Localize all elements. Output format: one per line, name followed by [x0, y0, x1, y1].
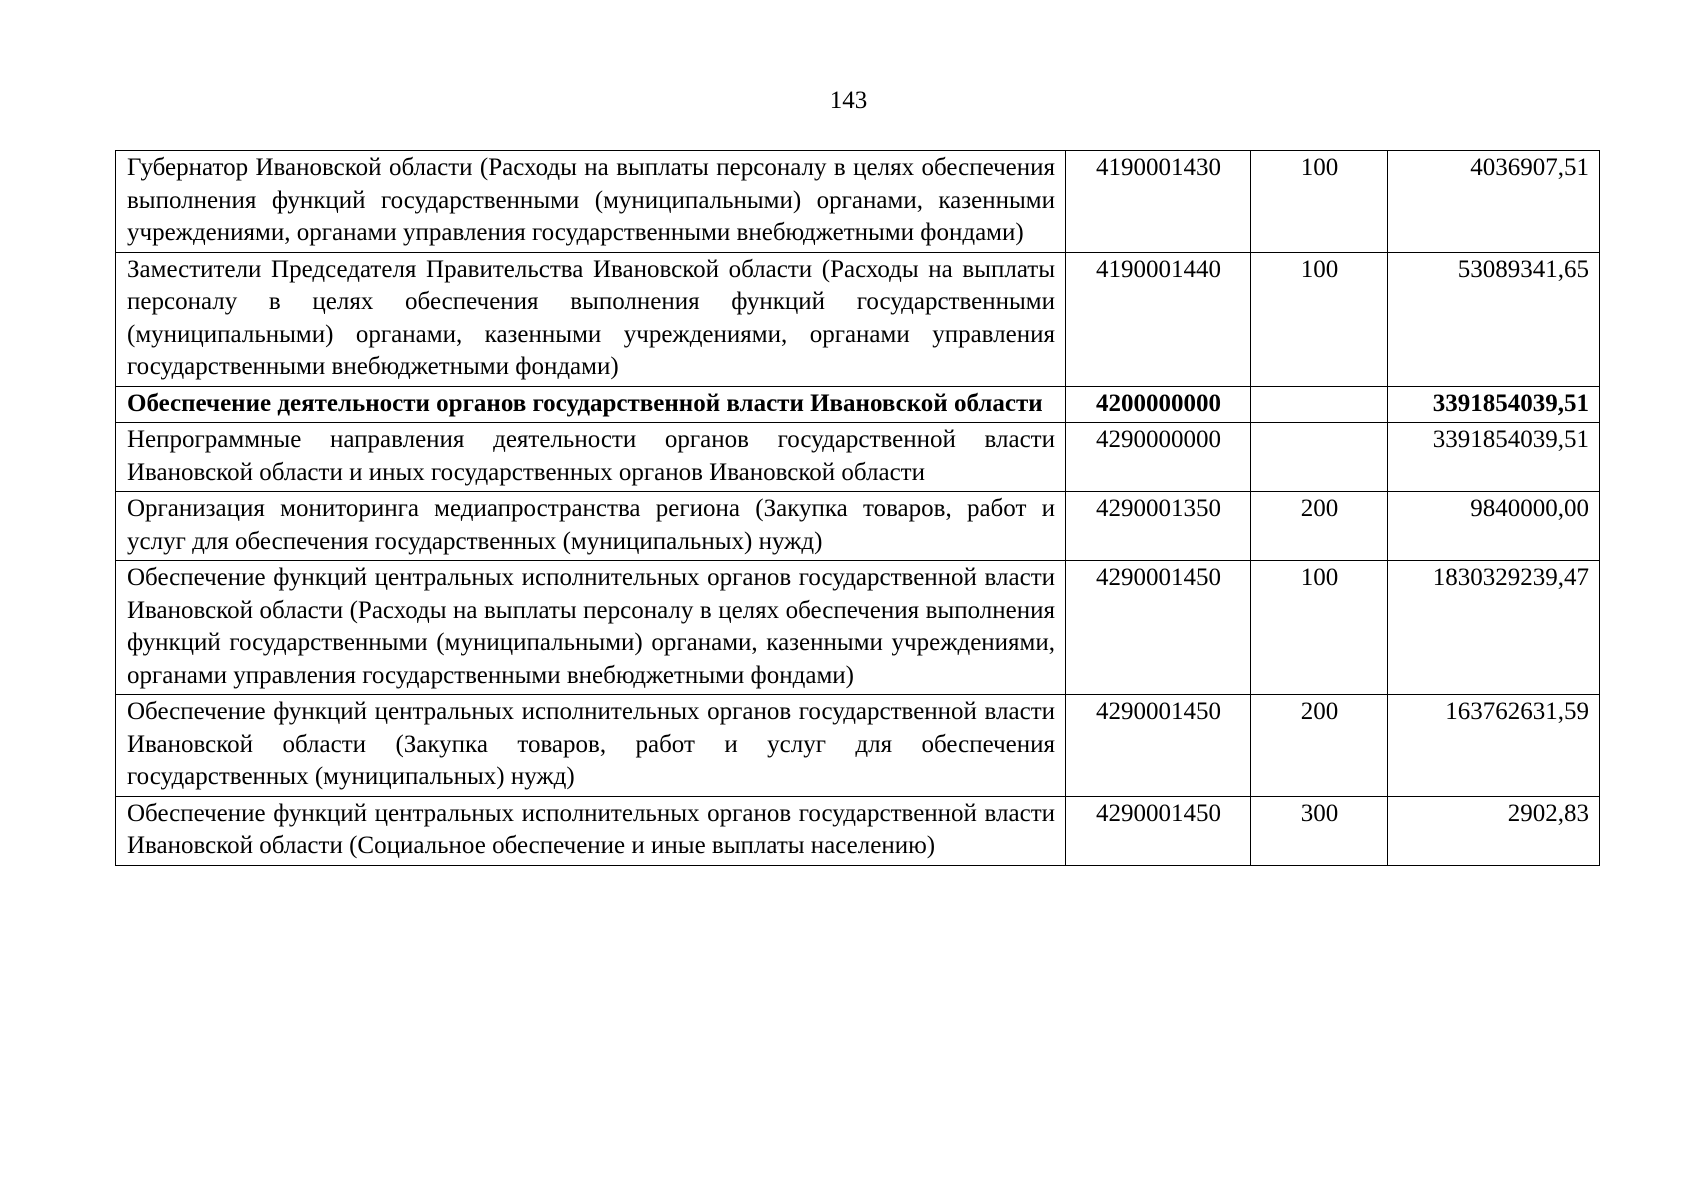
table-row	[116, 695, 1600, 797]
table-row	[116, 423, 1600, 492]
table-row	[116, 492, 1600, 561]
expense-name-cell: Обеспечение функций центральных исполнительных органов государственной власти Ивановской области (Закупка товаров, работ и услуг для обеспечения государственных (муниципальных) нужд)	[116, 695, 1066, 797]
page-number: 143	[829, 87, 868, 114]
target-code-cell: 4290001350	[1066, 492, 1251, 561]
expense-name-cell: Обеспечение функций центральных исполнительных органов государственной власти Ивановской области (Расходы на выплаты персоналу в целях обеспечения выполнения функций государственными (муниципальными) органами, казенными учреждениями, органами управления государственными внебюджетными фондами)	[116, 561, 1066, 695]
target-code-cell: 4290001450	[1066, 695, 1251, 797]
amount-cell: 3391854039,51	[1388, 386, 1600, 423]
expense-type-cell: 200	[1251, 695, 1388, 797]
expense-type-cell: 100	[1251, 252, 1388, 386]
amount-cell: 53089341,65	[1388, 252, 1600, 386]
target-code-cell: 4190001440	[1066, 252, 1251, 386]
expense-name-cell: Непрограммные направления деятельности органов государственной власти Ивановской области и иных государственных органов Ивановской области	[116, 423, 1066, 492]
target-code-cell: 4200000000	[1066, 386, 1251, 423]
table-row	[116, 796, 1600, 865]
amount-cell: 1830329239,47	[1388, 561, 1600, 695]
expense-name-cell: Заместители Председателя Правительства Ивановской области (Расходы на выплаты персоналу в целях обеспечения выполнения функций государственными (муниципальными) органами, казенными учреждениями, органами управления государственными внебюджетными фондами)	[116, 252, 1066, 386]
table-row	[116, 386, 1600, 423]
expense-name-cell: Организация мониторинга медиапространства региона (Закупка товаров, работ и услуг для обеспечения государственных (муниципальных) нужд)	[116, 492, 1066, 561]
expense-type-cell: 200	[1251, 492, 1388, 561]
table-row	[116, 252, 1600, 386]
table-row	[116, 151, 1600, 253]
target-code-cell: 4190001430	[1066, 151, 1251, 253]
expense-type-cell: 100	[1251, 561, 1388, 695]
table-row	[116, 561, 1600, 695]
amount-cell: 2902,83	[1388, 796, 1600, 865]
expense-name-cell: Обеспечение функций центральных исполнительных органов государственной власти Ивановской области (Социальное обеспечение и иные выплаты населению)	[116, 796, 1066, 865]
budget-table	[115, 150, 1600, 866]
target-code-cell: 4290001450	[1066, 561, 1251, 695]
expense-type-cell	[1251, 423, 1388, 492]
target-code-cell: 4290001450	[1066, 796, 1251, 865]
expense-type-cell	[1251, 386, 1388, 423]
amount-cell: 9840000,00	[1388, 492, 1600, 561]
expense-name-cell: Губернатор Ивановской области (Расходы на выплаты персоналу в целях обеспечения выполнения функций государственными (муниципальными) органами, казенными учреждениями, органами управления государственными внебюджетными фондами)	[116, 151, 1066, 253]
expense-type-cell: 100	[1251, 151, 1388, 253]
amount-cell: 4036907,51	[1388, 151, 1600, 253]
target-code-cell: 4290000000	[1066, 423, 1251, 492]
amount-cell: 3391854039,51	[1388, 423, 1600, 492]
expense-type-cell: 300	[1251, 796, 1388, 865]
expense-name-cell: Обеспечение деятельности органов государственной власти Ивановской области	[116, 386, 1066, 423]
amount-cell: 163762631,59	[1388, 695, 1600, 797]
